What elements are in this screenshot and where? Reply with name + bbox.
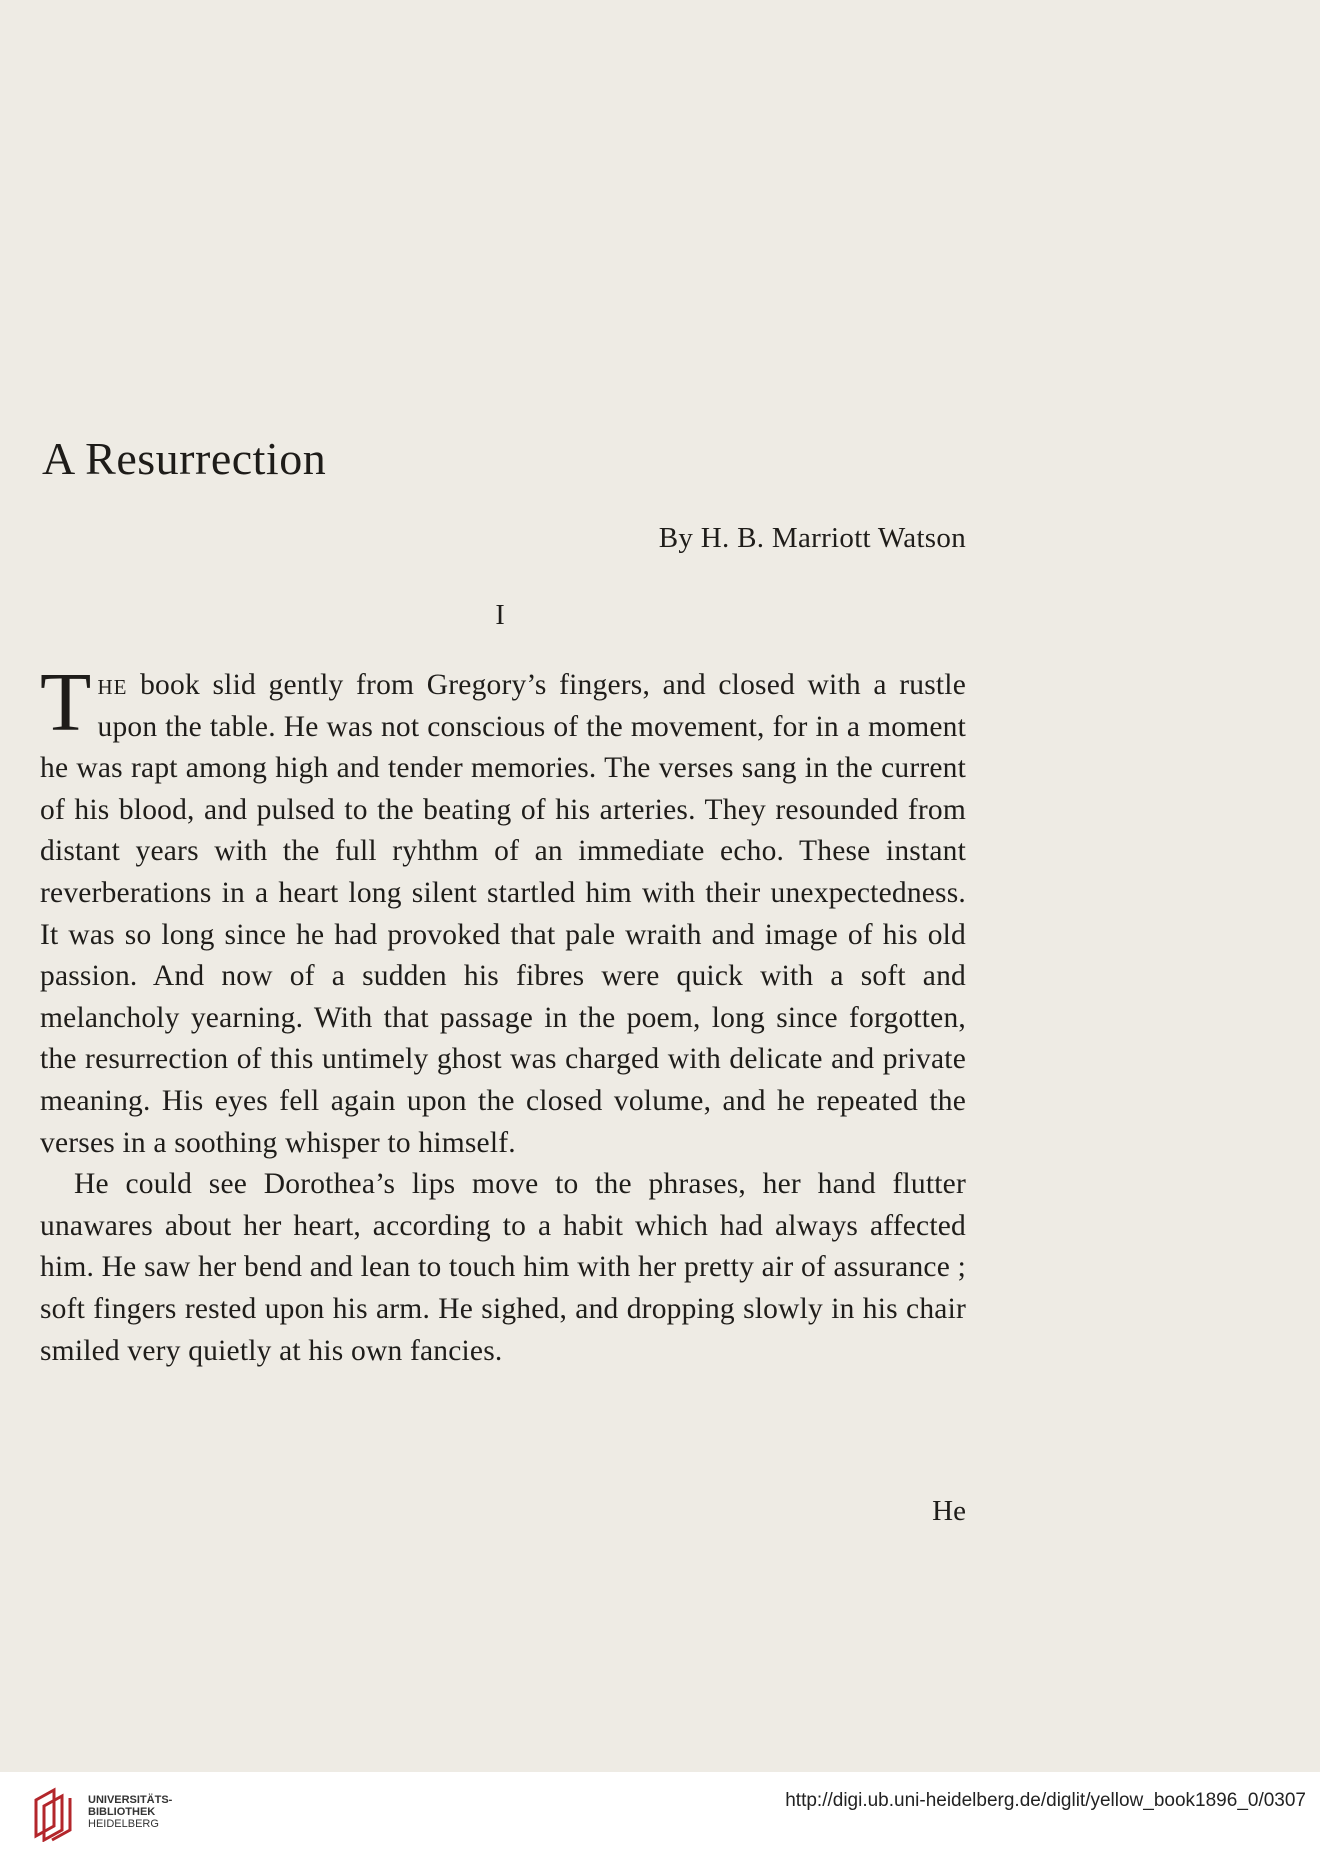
section-number: I — [495, 600, 505, 631]
paragraph-2: He could see Dorothea’s lips move to the phrases, her hand flutter unawares about her heart, according to a habit which had always affected him. He saw her bend and lean to touch him with her pretty air of assurance ; soft fingers rested upon his arm. He sighed, and dropping slowly in his chair smiled very quietly at his own fancies. — [40, 1168, 966, 1367]
catchword: He — [932, 1495, 966, 1527]
story-body — [40, 656, 966, 1372]
drop-cap: T — [40, 656, 92, 749]
library-name: UNIVERSITÄTS- BIBLIOTHEK HEIDELBERG — [88, 1794, 173, 1830]
paragraph-1 — [40, 656, 966, 1164]
permalink-url[interactable]: http://digi.ub.uni-heidelberg.de/diglit/yellow_book1896_0/0307 — [785, 1790, 1306, 1811]
footer-bar — [0, 1772, 1320, 1865]
author-byline: By H. B. Marriott Watson — [658, 522, 966, 554]
paragraph-1-text: book slid gently from Gregory’s fingers, and closed with a rustle upon the table. He was not conscious of the movement, for in a moment he was rapt among high and tender memories. The verses sang in the current of his blood, and pulsed to the beating of his arteries. They resounded from distant years with the full ryhthm of an immediate echo. These instant reverberations in a heart long silent startled him with their unexpectedness. It was so long since he had provoked that pale wraith and image of his old passion. And now of a sudden his fibres were quick with a soft and melancholy yearning. With that passage in the poem, long since forgotten, the resurrection of this untimely ghost was charged with delicate and private meaning. His eyes fell again upon the closed volume, and he repeated the verses in a soothing whisper to himself. — [40, 669, 966, 1159]
first-word-rest: he — [97, 669, 128, 701]
story-title: A Resurrection — [42, 433, 327, 484]
library-logo-icon — [30, 1786, 76, 1842]
